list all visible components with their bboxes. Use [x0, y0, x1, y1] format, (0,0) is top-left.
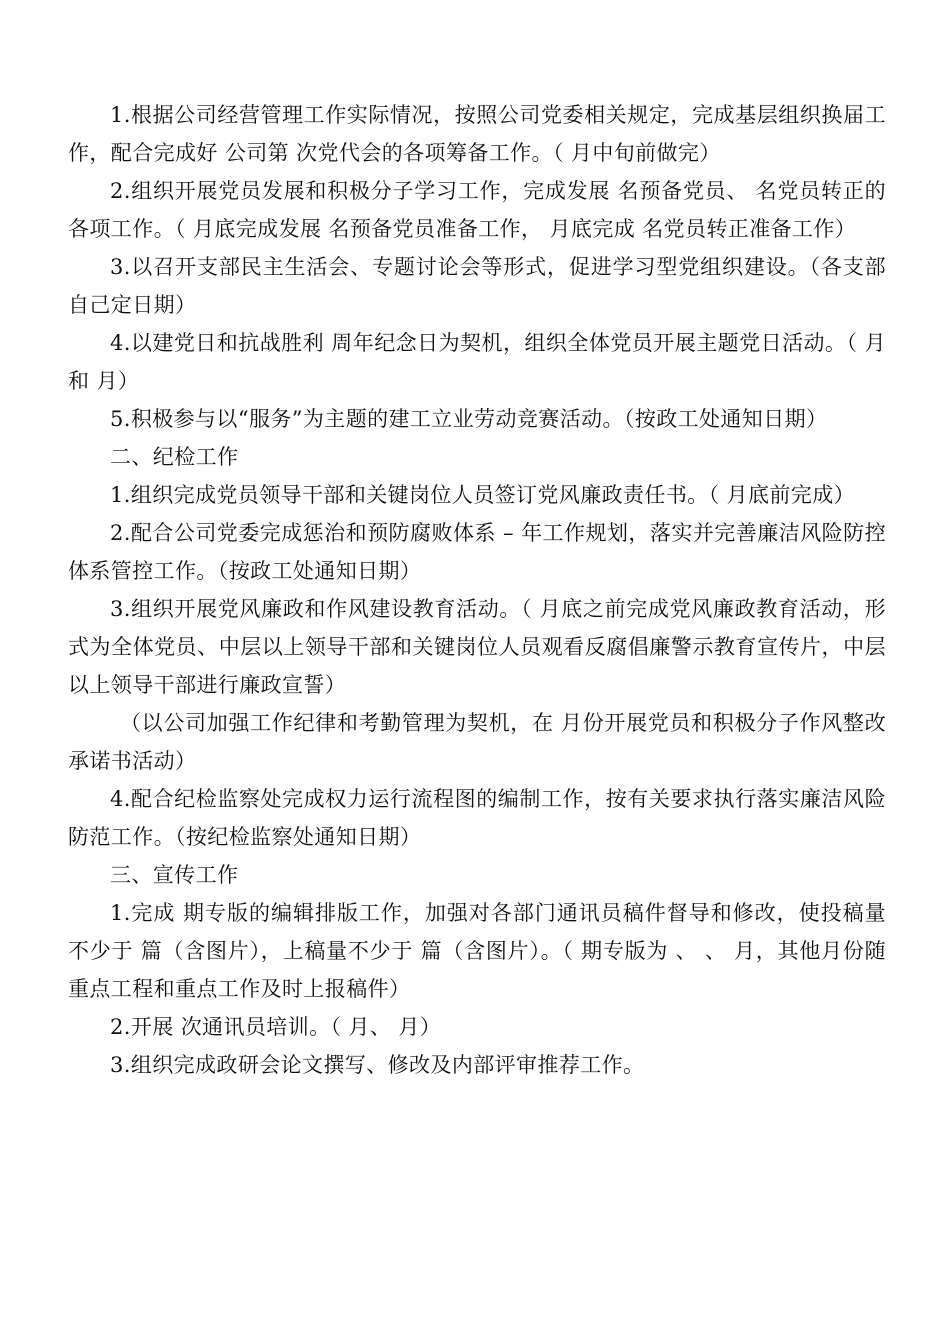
paragraph-4: 4.以建党日和抗战胜利 周年纪念日为契机，组织全体党员开展主题党日活动。（ 月和 月） [68, 331, 886, 393]
paragraph-1: 1.根据公司经营管理工作实际情况，按照公司党委相关规定，完成基层组织换届工作，配合完成好 公司第 次党代会的各项筹备工作。（ 月中旬前做完） [68, 103, 886, 165]
paragraph-10: 4.配合纪检监察处完成权力运行流程图的编制工作，按有关要求执行落实廉洁风险防范工作。（按纪检监察处通知日期） [68, 787, 886, 849]
paragraph-5: 5.积极参与以“服务”为主题的建工立业劳动竞赛活动。（按政工处通知日期） [110, 407, 828, 431]
paragraph-3: 3.以召开支部民主生活会、专题讨论会等形式，促进学习型党组织建设。（各支部自己定日期） [68, 255, 886, 317]
paragraph-12: 2.开展 次通讯员培训。（ 月、 月） [110, 1015, 442, 1039]
paragraph-9: （以公司加强工作纪律和考勤管理为契机，在 月份开展党员和积极分子作风整改承诺书活动） [68, 711, 886, 773]
section-heading-publicity: 三、宣传工作 [110, 863, 239, 887]
paragraph-11: 1.完成 期专版的编辑排版工作，加强对各部门通讯员稿件督导和修改，使投稿量不少于 篇（含图片），上稿量不少于 篇（含图片）。（ 期专版为 、 、 月，其他月份随重点工程和重点工作及时上报稿件） [68, 901, 886, 1001]
paragraph-8: 3.组织开展党风廉政和作风建设教育活动。（ 月底之前完成党风廉政教育活动，形式为全体党员、中层以上领导干部和关键岗位人员观看反腐倡廉警示教育宣传片，中层以上领导干部进行廉政宣誓） [68, 597, 886, 697]
paragraph-7: 2.配合公司党委完成惩治和预防腐败体系 – 年工作规划，落实并完善廉洁风险防控体系管控工作。（按政工处通知日期） [68, 521, 886, 583]
paragraph-13: 3.组织完成政研会论文撰写、修改及内部评审推荐工作。 [110, 1053, 645, 1077]
document-body [68, 96, 886, 1084]
paragraph-2: 2.组织开展党员发展和积极分子学习工作，完成发展 名预备党员、 名党员转正的各项工作。（ 月底完成发展 名预备党员准备工作， 月底完成 名党员转正准备工作） [68, 179, 886, 241]
section-heading-discipline: 二、纪检工作 [110, 445, 239, 469]
paragraph-6: 1.组织完成党员领导干部和关键岗位人员签订党风廉政责任书。（ 月底前完成） [110, 483, 856, 507]
